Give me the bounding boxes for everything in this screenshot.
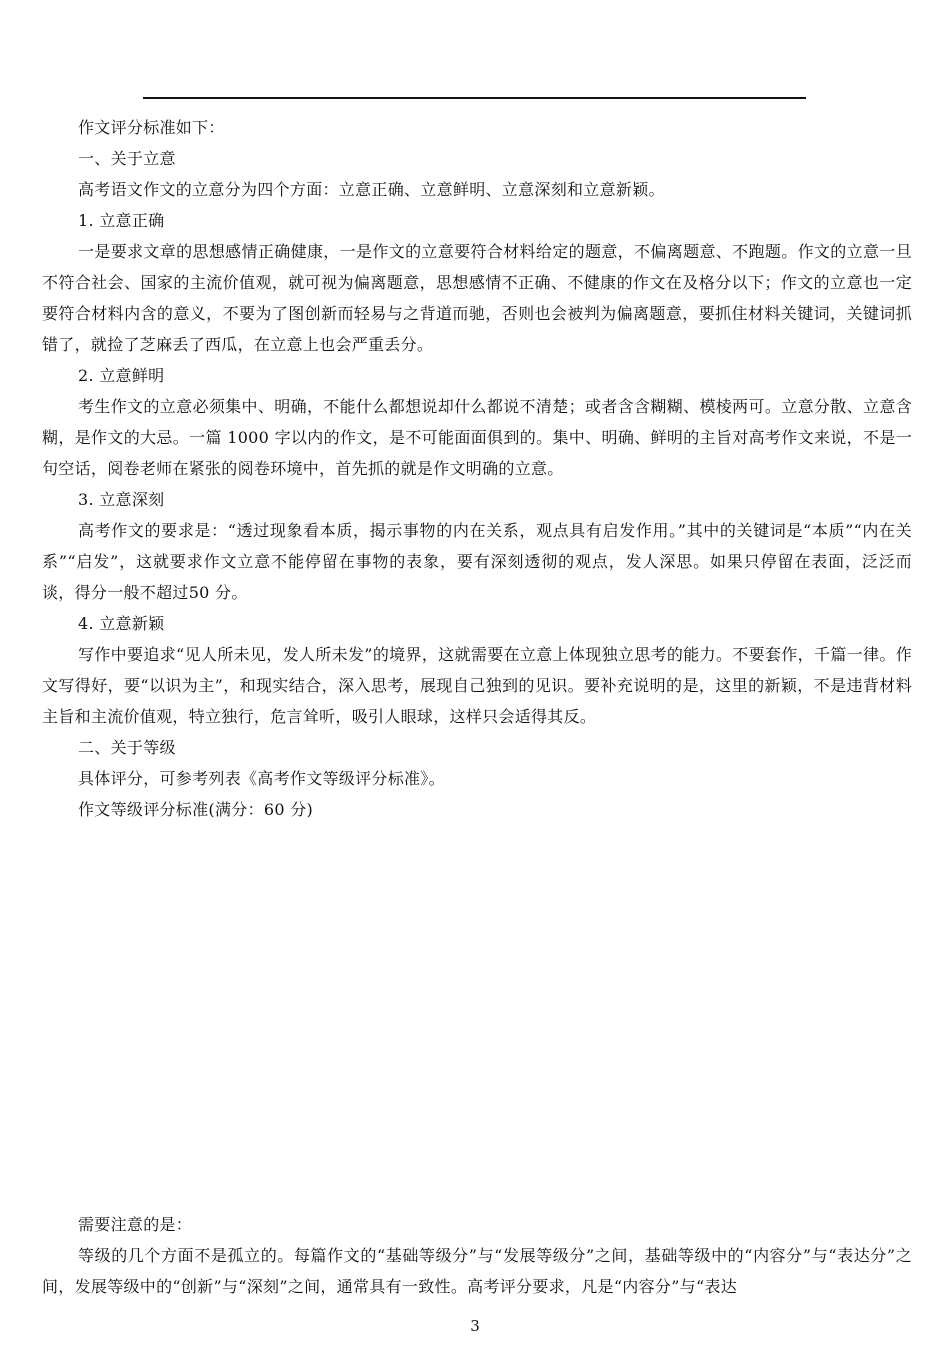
page-number: 3 bbox=[470, 1317, 480, 1335]
section-2-paragraph: 具体评分，可参考列表《高考作文等级评分标准》。 bbox=[78, 769, 445, 788]
section-1-intro: 高考语文作文的立意分为四个方面：立意正确、立意鲜明、立意深刻和立意新颖。 bbox=[78, 180, 665, 199]
item-3-paragraph: 高考作文的要求是：“透过现象看本质，揭示事物的内在关系，观点具有启发作用。”其中的关键词是“本质”“内在关系”“启发”，这就要求作文立意不能停留在事物的表象，要有深刻透彻的观点，发人深思。如果只停留在表面，泛泛而谈，得分一般不超过50 分。 bbox=[42, 521, 912, 602]
table-caption: 作文等级评分标准(满分：60 分) bbox=[78, 800, 314, 819]
section-1-heading: 一、关于立意 bbox=[78, 149, 176, 168]
note-heading: 需要注意的是： bbox=[78, 1215, 193, 1234]
item-2-heading: 2. 立意鲜明 bbox=[78, 366, 165, 385]
item-4-paragraph: 写作中要追求“见人所未见，发人所未发”的境界，这就需要在立意上体现独立思考的能力。不要套作，千篇一律。作文写得好，要“以识为主”，和现实结合，深入思考，展现自己独到的见识。要补充说明的是，这里的新颖，不是违背材料主旨和主流价值观，特立独行，危言耸听，吸引人眼球，这样只会适得其反。 bbox=[42, 645, 912, 726]
item-1-paragraph: 一是要求文章的思想感情正确健康，一是作文的立意要符合材料给定的题意，不偏离题意、不跑题。作文的立意一旦不符合社会、国家的主流价值观，就可视为偏离题意，思想感情不正确、不健康的作文在及格分以下；作文的立意也一定要符合材料内含的意义，不要为了图创新而轻易与之背道而驰，否则也会被判为偏离题意，要抓住材料关键词，关键词抓错了，就捡了芝麻丢了西瓜，在立意上也会严重丢分。 bbox=[42, 242, 912, 354]
intro-line: 作文评分标准如下： bbox=[78, 118, 225, 137]
note-paragraph: 等级的几个方面不是孤立的。每篇作文的“基础等级分”与“发展等级分”之间，基础等级中的“内容分”与“表达分”之间，发展等级中的“创新”与“深刻”之间，通常具有一致性。高考评分要求，凡是“内容分”与“表达 bbox=[42, 1246, 912, 1296]
item-4-heading: 4. 立意新颖 bbox=[78, 614, 165, 633]
notes-section bbox=[42, 1209, 912, 1302]
header-rule bbox=[143, 97, 806, 99]
section-2-heading: 二、关于等级 bbox=[78, 738, 176, 757]
item-2-paragraph: 考生作文的立意必须集中、明确，不能什么都想说却什么都说不清楚；或者含含糊糊、模棱两可。立意分散、立意含糊，是作文的大忌。一篇 1000 字以内的作文，是不可能面面俱到的。集中、明确、鲜明的主旨对高考作文来说，不是一句空话，阅卷老师在紧张的阅卷环境中，首先抓的就是作文明确的立意。 bbox=[42, 397, 912, 478]
item-3-heading: 3. 立意深刻 bbox=[78, 490, 165, 509]
document-body bbox=[42, 112, 912, 825]
item-1-heading: 1. 立意正确 bbox=[78, 211, 165, 230]
